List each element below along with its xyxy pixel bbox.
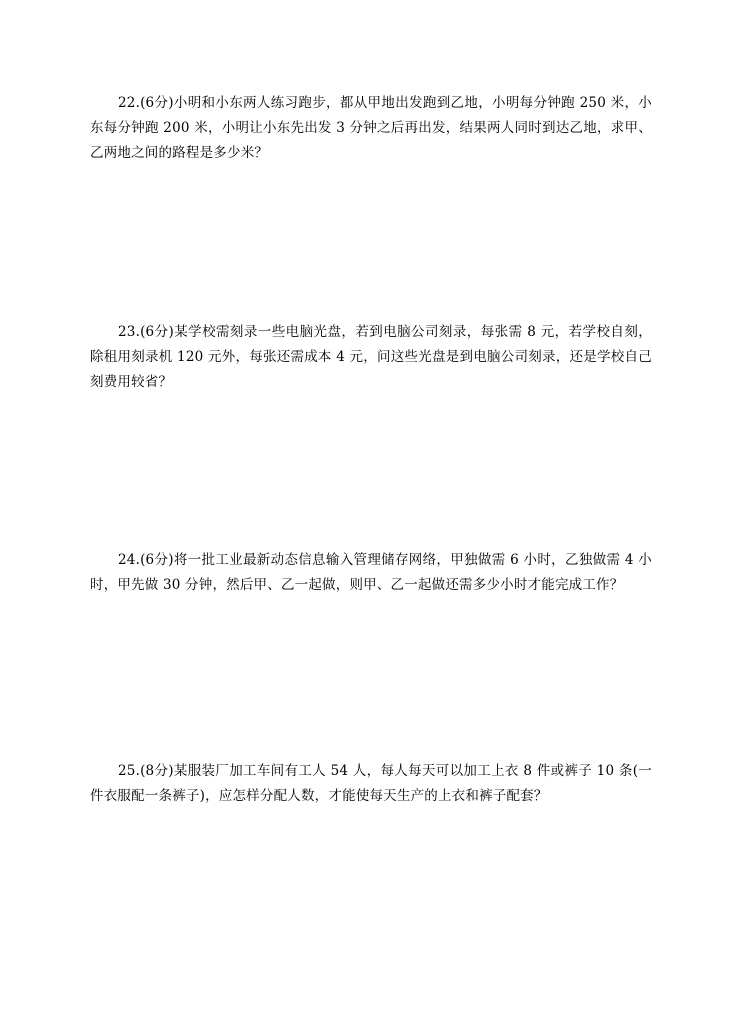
problem-text: 将一批工业最新动态信息输入管理储存网络，甲独做需 6 小时，乙独做需 4 小时，甲先做 30 分钟，然后甲、乙一起做，则甲、乙一起做还需多少小时才能完成工作？ <box>90 552 652 593</box>
problem-points: (6分) <box>140 324 174 340</box>
problem-text: 小明和小东两人练习跑步，都从甲地出发跑到乙地，小明每分钟跑 250 米，小东每分钟跑 200 米，小明让小东先出发 3 分钟之后再出发，结果两人同时到达乙地，求甲、乙两地之间的路程是多少米？ <box>90 95 652 161</box>
problem-24 <box>90 548 652 598</box>
problem-number: 22. <box>118 95 141 111</box>
problem-text: 某服装厂加工车间有工人 54 人，每人每天可以加工上衣 8 件或裤子 10 条(一件衣服配一条裤子)，应怎样分配人数，才能使每天生产的上衣和裤子配套？ <box>90 763 652 804</box>
problem-points: (8分) <box>140 763 174 779</box>
problem-number: 24. <box>118 552 141 568</box>
problem-number: 25. <box>118 763 141 779</box>
problem-25 <box>90 759 652 809</box>
problem-text: 某学校需刻录一些电脑光盘，若到电脑公司刻录，每张需 8 元，若学校自刻，除租用刻录机 120 元外，每张还需成本 4 元，问这些光盘是到电脑公司刻录，还是学校自己刻费用较省？ <box>90 324 652 390</box>
problem-points: (6分) <box>140 552 174 568</box>
problem-points: (6分) <box>140 95 174 111</box>
problem-22 <box>90 91 652 166</box>
problem-23 <box>90 320 652 395</box>
problem-number: 23. <box>118 324 141 340</box>
